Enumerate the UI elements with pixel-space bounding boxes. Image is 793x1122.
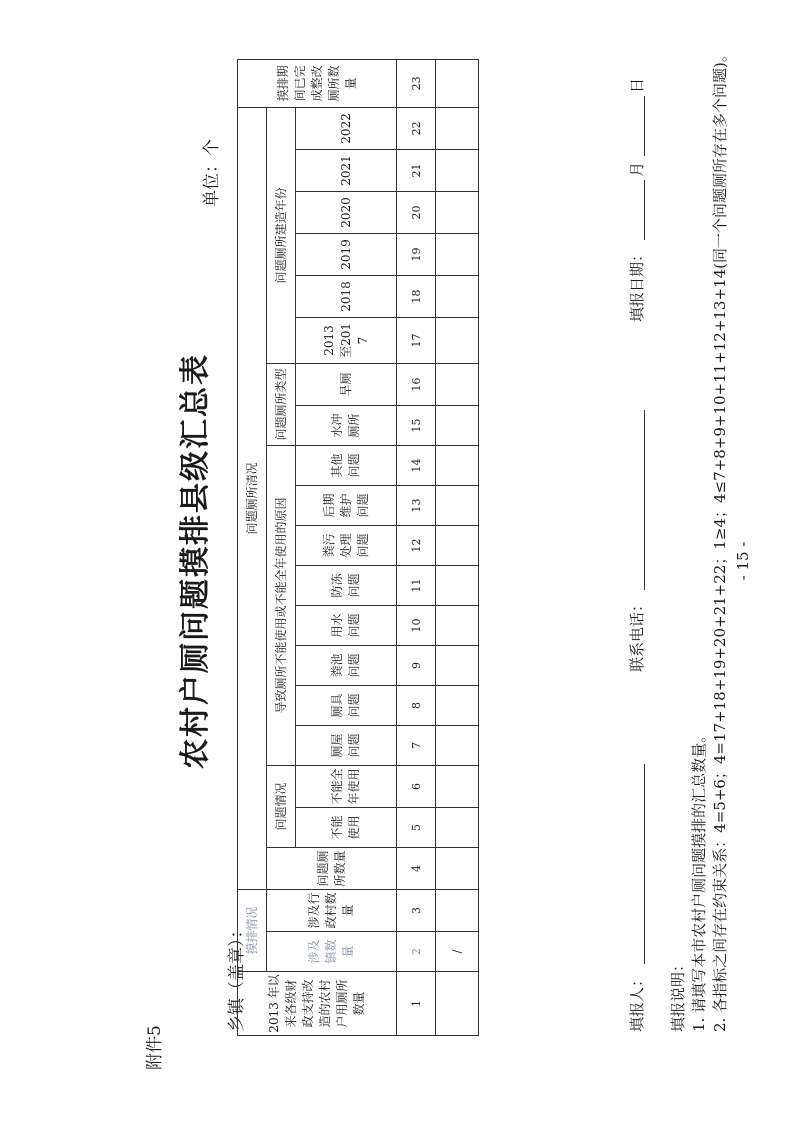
data-cell[interactable] xyxy=(436,972,479,1036)
data-cell[interactable] xyxy=(436,445,479,485)
header-problem-toilets: 问题厕所数量 xyxy=(267,847,397,889)
column-number: 23 xyxy=(397,59,436,107)
header-group-reasons: 导致厕所不能使用或不能全年使用的原因 xyxy=(267,445,296,765)
header-waste-issue: 粪污处理问题 xyxy=(296,525,397,565)
data-cell[interactable] xyxy=(436,565,479,605)
data-cell[interactable] xyxy=(436,889,479,931)
column-number: 11 xyxy=(397,565,436,605)
header-unusable: 不能使用 xyxy=(296,807,397,847)
header-maintenance-issue: 后期维护问题 xyxy=(296,485,397,525)
data-cell[interactable] xyxy=(436,807,479,847)
header-year-2013-2017: 2013至2017 xyxy=(296,317,397,363)
date-month-field[interactable] xyxy=(626,180,645,240)
data-cell[interactable] xyxy=(436,725,479,765)
filler-label: 填报人： xyxy=(628,971,646,1032)
header-group-problem: 问题厕所清况 xyxy=(238,107,267,889)
data-cell[interactable] xyxy=(436,605,479,645)
header-year-2022: 2022 xyxy=(296,107,397,149)
filling-instructions xyxy=(668,47,731,1032)
header-year-2020: 2020 xyxy=(296,191,397,233)
header-fixture-issue: 厕具问题 xyxy=(296,685,397,725)
column-number: 22 xyxy=(397,107,436,149)
data-cell[interactable] xyxy=(436,485,479,525)
header-year-2021: 2021 xyxy=(296,149,397,191)
column-number: 19 xyxy=(397,233,436,275)
header-group-status: 问题情况 xyxy=(267,765,296,847)
data-cell[interactable] xyxy=(436,191,479,233)
header-year-2019: 2019 xyxy=(296,233,397,275)
header-not-year-round: 不能全年使用 xyxy=(296,765,397,807)
header-group-years: 问题厕所建造年份 xyxy=(267,107,296,363)
column-number: 1 xyxy=(397,972,436,1036)
table-row xyxy=(436,59,479,1035)
data-cell[interactable] xyxy=(436,645,479,685)
data-cell[interactable] xyxy=(436,59,479,107)
data-cell[interactable] xyxy=(436,107,479,149)
column-number: 6 xyxy=(397,765,436,807)
column-number: 2 xyxy=(397,932,436,972)
data-cell[interactable] xyxy=(436,765,479,807)
header-group-survey: 摸排情况 xyxy=(238,889,267,971)
column-number: 20 xyxy=(397,191,436,233)
column-number: 13 xyxy=(397,485,436,525)
page-number: - 15 - xyxy=(734,541,752,581)
filler-field[interactable] xyxy=(626,764,645,964)
header-frost-issue: 防冻问题 xyxy=(296,565,397,605)
town-seal-label: 乡镇（盖章）： xyxy=(227,921,247,1032)
data-cell[interactable] xyxy=(436,149,479,191)
header-tank-issue: 粪池问题 xyxy=(296,645,397,685)
header-building-issue: 厕屋问题 xyxy=(296,725,397,765)
header-water-issue: 用水问题 xyxy=(296,605,397,645)
phone-label: 联系电话： xyxy=(628,596,646,672)
column-number: 7 xyxy=(397,725,436,765)
header-rectified-count: 摸排期间已完成整改厕所数量 xyxy=(238,59,397,107)
header-total-toilets: 2013 年以来各级财政支持改造的农村户用厕所数量 xyxy=(238,972,397,1036)
data-cell[interactable] xyxy=(436,405,479,445)
column-number: 8 xyxy=(397,685,436,725)
data-cell[interactable] xyxy=(436,847,479,889)
summary-table xyxy=(237,59,479,1036)
data-cell[interactable] xyxy=(436,317,479,363)
data-cell[interactable] xyxy=(436,363,479,405)
column-number: 4 xyxy=(397,847,436,889)
data-cell[interactable] xyxy=(436,685,479,725)
column-number: 5 xyxy=(397,807,436,847)
attachment-label: 附件5 xyxy=(145,1025,165,1070)
instruction-line: 2. 各指标之间存在约束关系：4=5+6；4=17+18+19+20+21+22；1≥4；4≤7+8+9+10+11+12+13+14(同一个问题厕所存在多个问题)。 xyxy=(711,47,729,1032)
column-number: 14 xyxy=(397,445,436,485)
document-title: 农村户厕问题摸排县级汇总表 xyxy=(178,353,213,769)
data-cell[interactable] xyxy=(436,275,479,317)
column-number: 18 xyxy=(397,275,436,317)
column-number: 21 xyxy=(397,149,436,191)
data-cell[interactable] xyxy=(436,525,479,565)
column-number: 17 xyxy=(397,317,436,363)
instructions-heading: 填报说明： xyxy=(669,956,687,1032)
header-group-types: 问题厕所类型 xyxy=(267,363,296,445)
column-number: 9 xyxy=(397,645,436,685)
date-label: 填报日期： xyxy=(628,246,646,322)
unit-label: 单位：个 xyxy=(202,139,222,207)
column-number: 16 xyxy=(397,363,436,405)
header-towns-involved: 涉及镇数量 xyxy=(267,932,397,972)
data-cell[interactable]: / xyxy=(436,932,479,972)
header-villages-involved: 涉及行政村数量 xyxy=(267,889,397,931)
phone-field[interactable] xyxy=(626,410,645,590)
month-label: 月 xyxy=(628,161,646,177)
column-number: 15 xyxy=(397,405,436,445)
column-number: 12 xyxy=(397,525,436,565)
column-number-row xyxy=(397,59,436,1035)
header-flush-toilet: 水冲厕所 xyxy=(296,405,397,445)
day-label: 日 xyxy=(628,77,646,93)
header-year-2018: 2018 xyxy=(296,275,397,317)
header-other-issue: 其他问题 xyxy=(296,445,397,485)
date-day-field[interactable] xyxy=(626,96,645,156)
signature-row xyxy=(626,0,650,1122)
instruction-line: 1. 请填写本市农村户厕问题摸排的汇总数量。 xyxy=(690,727,708,1032)
column-number: 3 xyxy=(397,889,436,931)
header-dry-toilet: 旱厕 xyxy=(296,363,397,405)
column-number: 10 xyxy=(397,605,436,645)
data-cell[interactable] xyxy=(436,233,479,275)
